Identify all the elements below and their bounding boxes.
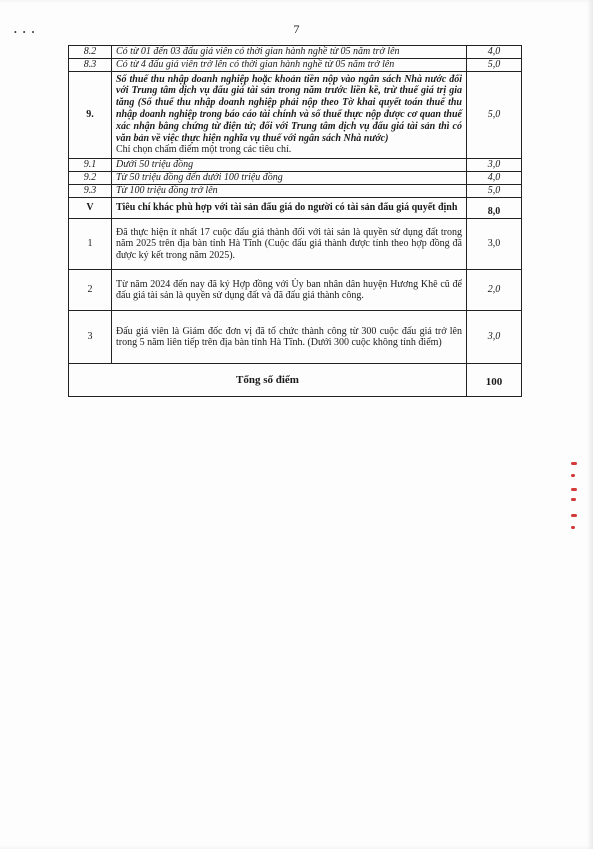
- table-row: [69, 58, 522, 71]
- row-score: 3,0: [467, 159, 522, 172]
- table-row: [69, 197, 522, 219]
- row-score: 4,0: [467, 46, 522, 59]
- table-row: [69, 46, 522, 59]
- table-row: [69, 311, 522, 364]
- row-content: Từ 100 triệu đồng trở lên: [112, 184, 467, 197]
- row-score: 8,0: [467, 197, 522, 219]
- table-row: [69, 219, 522, 270]
- red-seal-fragment: [571, 462, 581, 534]
- row-score: 5,0: [467, 71, 522, 159]
- row-number: 9.1: [69, 159, 112, 172]
- criteria-table: [68, 45, 522, 397]
- row-content: [112, 71, 467, 159]
- row-number: V: [69, 197, 112, 219]
- row-number: 3: [69, 311, 112, 364]
- scan-artifact: • • •: [14, 28, 37, 37]
- row-score: 3,0: [467, 219, 522, 270]
- row-content-note: Chỉ chọn chấm điểm một trong các tiêu chí.: [116, 144, 292, 156]
- row-content: Từ năm 2024 đến nay đã ký Hợp đồng với Ủy ban nhân dân huyện Hương Khê cũ để đấu giá tài sản là quyền sử dụng đất và đã đấu giá thành công.: [112, 270, 467, 311]
- row-number: 9.2: [69, 171, 112, 184]
- row-score: 2,0: [467, 270, 522, 311]
- row-content: Tiêu chí khác phù hợp với tài sản đấu giá do người có tài sản đấu giá quyết định: [112, 197, 467, 219]
- row-number: 8.2: [69, 46, 112, 59]
- row-content: Có từ 4 đấu giá viên trở lên có thời gian hành nghề từ 05 năm trở lên: [112, 58, 467, 71]
- table-row: [69, 184, 522, 197]
- row-content: Có từ 01 đến 03 đấu giá viên có thời gian hành nghề từ 05 năm trở lên: [112, 46, 467, 59]
- row-score: 5,0: [467, 58, 522, 71]
- total-label: Tổng số điểm: [69, 364, 467, 397]
- row-number: 9.: [69, 71, 112, 159]
- row-number: 8.3: [69, 58, 112, 71]
- table-row: [69, 71, 522, 159]
- row-number: 1: [69, 219, 112, 270]
- row-score: 4,0: [467, 171, 522, 184]
- row-score: 3,0: [467, 311, 522, 364]
- table-row: [69, 159, 522, 172]
- table-row: [69, 270, 522, 311]
- page-number: 7: [293, 22, 300, 36]
- row-content: Dưới 50 triệu đồng: [112, 159, 467, 172]
- row-score: 5,0: [467, 184, 522, 197]
- total-row: [69, 364, 522, 397]
- row-number: 2: [69, 270, 112, 311]
- table-row: [69, 171, 522, 184]
- row-content-main: Số thuế thu nhập doanh nghiệp hoặc khoản tiền nộp vào ngân sách Nhà nước đối với Trung tâm dịch vụ đấu giá tài sản trong năm trước liền kề, trừ thuế giá trị gia tăng (Số thuế thu nhập doanh nghiệp phải nộp theo Tờ khai quyết toán thuế thu nhập doanh nghiệp trong báo cáo tài chính và số thuế thực nộp được cơ quan thuế xác nhận bằng chứng từ điện tử; đối với Trung tâm dịch vụ đấu giá tài sản thì có văn bản về việc thực hiện nghĩa vụ thuế với ngân sách Nhà nước): [116, 73, 462, 144]
- row-content: Đấu giá viên là Giám đốc đơn vị đã tổ chức thành công từ 300 cuộc đấu giá trở lên trong 5 năm liên tiếp trên địa bàn tỉnh Hà Tĩnh. (Dưới 300 cuộc không tính điểm): [112, 311, 467, 364]
- row-number: 9.3: [69, 184, 112, 197]
- row-content: Đã thực hiện ít nhất 17 cuộc đấu giá thành đối với tài sản là quyền sử dụng đất trong năm 2025 trên địa bàn tỉnh Hà Tĩnh (Cuộc đấu giá thành được tính theo hợp đồng đã được ký kết trong năm 2025).: [112, 219, 467, 270]
- total-score: 100: [467, 364, 522, 397]
- row-content: Từ 50 triệu đồng đến dưới 100 triệu đồng: [112, 171, 467, 184]
